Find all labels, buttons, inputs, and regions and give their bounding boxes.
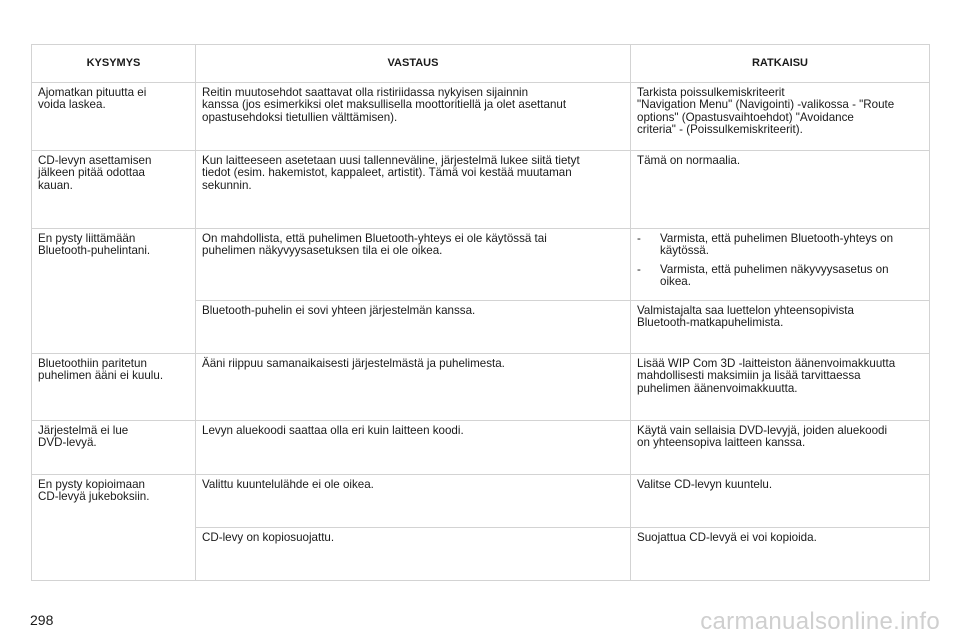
question-line: CD-levyä jukeboksiin. xyxy=(38,490,150,504)
question-line: Bluetooth-puhelintani. xyxy=(38,244,151,258)
question-line: Bluetoothiin paritetun xyxy=(38,357,147,370)
answer-cell xyxy=(196,229,631,301)
answer-line: Valittu kuuntelulähde ei ole oikea. xyxy=(202,478,374,491)
solution-cell xyxy=(631,354,930,421)
question-cell xyxy=(32,475,196,581)
solution-line: on yhteensopiva laitteen kanssa. xyxy=(637,436,806,450)
solution-line: mahdollisesti maksimiin ja lisää tarvittaessa xyxy=(637,369,861,383)
question-line: CD-levyn asettamisen xyxy=(38,154,152,167)
dash-marker: - xyxy=(637,232,641,245)
answer-cell xyxy=(196,151,631,229)
question-line: DVD-levyä. xyxy=(38,436,97,450)
solution-cell xyxy=(631,83,930,151)
question-cell xyxy=(32,354,196,421)
answer-cell xyxy=(196,83,631,151)
solution-line: Tarkista poissulkemiskriteerit xyxy=(637,86,785,99)
header-answer: VASTAUS xyxy=(196,45,631,83)
page-number: 298 xyxy=(30,612,54,628)
header-solution: RATKAISU xyxy=(631,45,930,83)
answer-line: kanssa (jos esimerkiksi olet maksullisella moottoritiellä ja olet asettanut xyxy=(202,98,567,112)
solution-line: Valitse CD-levyn kuuntelu. xyxy=(637,478,773,491)
question-line: En pysty liittämään xyxy=(38,232,136,245)
table-row xyxy=(32,421,930,475)
solution-bullet-list xyxy=(637,233,923,289)
bullet-line: käytössä. xyxy=(660,244,709,258)
question-line: puhelimen ääni ei kuulu. xyxy=(38,369,164,383)
answer-cell xyxy=(196,421,631,475)
watermark: carmanualsonline.info xyxy=(700,608,940,635)
dash-marker: - xyxy=(637,262,641,276)
answer-cell xyxy=(196,475,631,528)
table-row xyxy=(32,83,930,151)
solution-line: Valmistajalta saa luettelon yhteensopivista xyxy=(637,304,854,317)
table-row xyxy=(32,229,930,301)
question-cell xyxy=(32,83,196,151)
answer-line: sekunnin. xyxy=(202,178,252,192)
answer-line: On mahdollista, että puhelimen Bluetooth-yhteys ei ole käytössä tai xyxy=(202,232,547,245)
answer-line: Reitin muutosehdot saattavat olla ristiriidassa nykyisen sijainnin xyxy=(202,86,529,99)
bullet-line: Varmista, että puhelimen näkyvyysasetus on xyxy=(660,262,889,276)
answer-line: CD-levy on kopiosuojattu. xyxy=(202,531,335,544)
bullet-line: oikea. xyxy=(660,275,691,289)
solution-cell xyxy=(631,301,930,354)
question-cell xyxy=(32,229,196,354)
question-line: jälkeen pitää odottaa xyxy=(38,166,146,180)
question-line: En pysty kopioimaan xyxy=(38,478,145,491)
answer-line: Kun laitteeseen asetetaan uusi tallenneväline, järjestelmä lukee siitä tietyt xyxy=(202,154,580,167)
solution-line: Käytä vain sellaisia DVD-levyjä, joiden aluekoodi xyxy=(637,424,888,437)
solution-cell xyxy=(631,475,930,528)
solution-cell xyxy=(631,421,930,475)
solution-cell xyxy=(631,229,930,301)
solution-bullet xyxy=(637,233,923,258)
solution-line: Lisää WIP Com 3D -laitteiston äänenvoimakkuutta xyxy=(637,357,896,370)
solution-line: criteria" - (Poissulkemiskriteerit). xyxy=(637,123,803,137)
troubleshooting-table xyxy=(31,44,930,581)
solution-line: Suojattua CD-levyä ei voi kopioida. xyxy=(637,531,817,544)
question-line: Ajomatkan pituutta ei xyxy=(38,86,147,99)
table-row xyxy=(32,475,930,528)
table-row xyxy=(32,151,930,229)
solution-line: options" (Opastusvaihtoehdot) "Avoidance xyxy=(637,110,854,124)
solution-line: "Navigation Menu" (Navigointi) -valikossa - "Route xyxy=(637,98,895,112)
solution-line: puhelimen äänenvoimakkuutta. xyxy=(637,381,798,395)
answer-line: puhelimen näkyvyysasetuksen tila ei ole oikea. xyxy=(202,244,443,258)
solution-cell xyxy=(631,528,930,581)
header-question: KYSYMYS xyxy=(32,45,196,83)
answer-cell xyxy=(196,528,631,581)
solution-bullet xyxy=(637,264,923,289)
answer-line: opastusehdoksi tietullien välttämisen). xyxy=(202,110,398,124)
answer-line: Ääni riippuu samanaikaisesti järjestelmästä ja puhelimesta. xyxy=(202,357,505,370)
solution-cell xyxy=(631,151,930,229)
question-line: Järjestelmä ei lue xyxy=(38,424,129,437)
answer-cell xyxy=(196,301,631,354)
bullet-line: Varmista, että puhelimen Bluetooth-yhteys on xyxy=(660,232,894,245)
answer-line: Levyn aluekoodi saattaa olla eri kuin laitteen koodi. xyxy=(202,424,464,437)
solution-line: Tämä on normaalia. xyxy=(637,154,741,167)
answer-line: tiedot (esim. hakemistot, kappaleet, artistit). Tämä voi kestää muutaman xyxy=(202,166,572,180)
question-line: voida laskea. xyxy=(38,98,106,112)
question-cell xyxy=(32,151,196,229)
solution-line: Bluetooth-matkapuhelimista. xyxy=(637,316,784,330)
table-row xyxy=(32,354,930,421)
table-header-row xyxy=(32,45,930,83)
question-line: kauan. xyxy=(38,178,73,192)
question-cell xyxy=(32,421,196,475)
answer-cell xyxy=(196,354,631,421)
answer-line: Bluetooth-puhelin ei sovi yhteen järjestelmän kanssa. xyxy=(202,304,476,317)
